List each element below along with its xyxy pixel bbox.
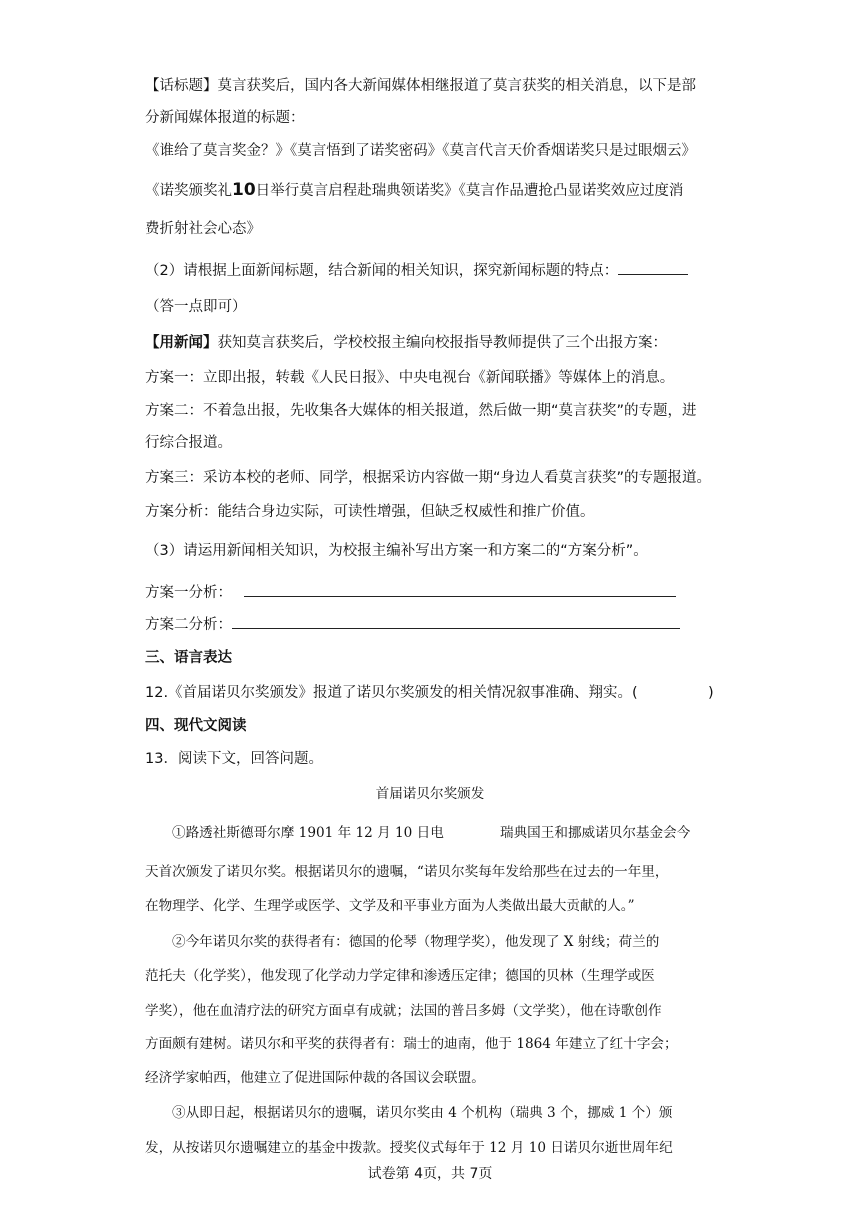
- news-titles-line: [145, 180, 683, 201]
- question-2-text: （2）请根据上面新闻标题，结合新闻的相关知识，探究新闻标题的特点：: [145, 263, 619, 279]
- use-news-tag: 【用新闻】: [145, 335, 218, 351]
- plan-1: 方案一：立即出报，转载《人民日报》、中央电视台《新闻联播》等媒体上的消息。: [145, 370, 675, 386]
- news-titles-line: 费折射社会心态》: [145, 221, 261, 237]
- number-10: 10: [232, 180, 256, 200]
- article-p2: 经济学家帕西，他建立了促进国际仲裁的各国议会联盟。: [145, 1070, 485, 1086]
- plan-2-cont: 行综合报道。: [145, 435, 232, 451]
- article-p1: 天首次颁发了诺贝尔奖。根据诺贝尔的遗嘱，“诺贝尔奖每年发给那些在过去的一年里，: [145, 864, 669, 880]
- text-line: 分新闻媒体报道的标题：: [145, 110, 305, 126]
- article-title: 首届诺贝尔奖颁发: [375, 786, 485, 802]
- news-titles-line: 《谁给了莫言奖金？》《莫言悟到了诺奖密码》《莫言代言天价香烟诺奖只是过眼烟云》: [145, 143, 696, 159]
- question-2-note: （答一点即可）: [145, 299, 247, 315]
- article-p2: ②今年诺贝尔奖的获得者有：德国的伦琴（物理学奖），他发现了 X 射线；荷兰的: [172, 934, 660, 950]
- article-p1: 在物理学、化学、生理学或医学、文学及和平事业方面为人类做出最大贡献的人。”: [145, 898, 635, 914]
- plan-analysis: 方案分析：能结合身边实际，可读性增强，但缺乏权威性和推广价值。: [145, 504, 595, 520]
- use-news-intro: [145, 333, 667, 353]
- text-segment: 《诺奖颁奖礼: [145, 183, 232, 199]
- article-p1: ①路透社斯德哥尔摩 1901 年 12 月 10 日电: [172, 825, 444, 841]
- question-12-bracket: ): [708, 685, 714, 701]
- section-heading: 三、语言表达: [145, 650, 232, 666]
- answer-1-row: [145, 582, 676, 603]
- question-2: [145, 260, 688, 281]
- answer-1-label: 方案一分析：: [145, 585, 232, 601]
- plan-2: 方案二：不着急出报，先收集各大媒体的相关报道，然后做一期“莫言获奖”的专题，进: [145, 403, 697, 419]
- answer-2-label: 方案二分析：: [145, 617, 232, 633]
- text-segment: 日举行莫言启程赴瑞典领诺奖》《莫言作品遭抢凸显诺奖效应过度消: [255, 183, 684, 199]
- article-p3: 发，从按诺贝尔遗嘱建立的基金中拨款。授奖仪式每年于 12 月 10 日诺贝尔逝世周年纪: [145, 1140, 673, 1156]
- question-13: 13．阅读下文，回答问题。: [145, 751, 323, 767]
- answer-blank[interactable]: [618, 260, 688, 275]
- article-p2: 范托夫（化学奖），他发现了化学动力学定律和渗透压定律；德国的贝林（生理学或医: [145, 968, 655, 984]
- answer-1-blank[interactable]: [244, 582, 676, 597]
- answer-2-row: [145, 614, 680, 635]
- article-p1: 瑞典国王和挪威诺贝尔基金会今: [500, 825, 691, 841]
- section-heading: 四、现代文阅读: [145, 718, 247, 734]
- article-p2: 学奖），他在血清疗法的研究方面卓有成就；法国的普吕多姆（文学奖），他在诗歌创作: [145, 1003, 662, 1019]
- question-3: （3）请运用新闻相关知识，为校报主编补写出方案一和方案二的“方案分析”。: [145, 543, 648, 559]
- page-footer: 试卷第 4页，共 7页: [367, 1166, 493, 1182]
- plan-3: 方案三：采访本校的老师、同学，根据采访内容做一期“身边人看莫言获奖”的专题报道。: [145, 470, 712, 486]
- article-p3: ③从即日起，根据诺贝尔的遗嘱，诺贝尔奖由 4 个机构（瑞典 3 个，挪威 1 个）颁: [172, 1105, 673, 1121]
- text-line: 【话标题】莫言获奖后，国内各大新闻媒体相继报道了莫言获奖的相关消息，以下是部: [145, 78, 696, 94]
- article-p2: 方面颇有建树。诺贝尔和平奖的获得者有：瑞士的迪南，他于 1864 年建立了红十字会；: [145, 1036, 678, 1052]
- use-news-text: 获知莫言获奖后，学校校报主编向校报指导教师提供了三个出报方案：: [217, 335, 667, 351]
- question-12: 12.《首届诺贝尔奖颁发》报道了诺贝尔奖颁发的相关情况叙事准确、翔实。(: [145, 685, 638, 701]
- answer-2-blank[interactable]: [232, 614, 680, 629]
